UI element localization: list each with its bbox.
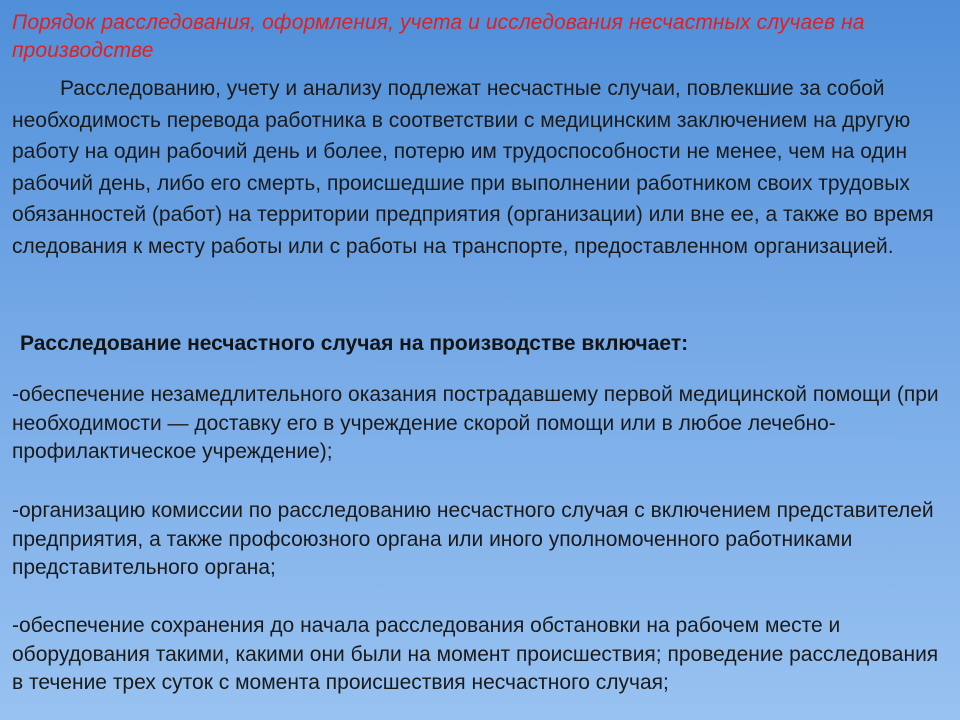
intro-paragraph: Расследованию, учету и анализу подлежат несчастные случаи, повлекшие за собой необходимость перевода работника в соответствии с медицинским заключением на другую работу на один рабочий день и более, потерю им трудоспособности не менее, чем на один рабочий день, либо его смерть, происшедшие при выполнении работником своих трудовых обязанностей (работ) на территории предприятия (организации) или вне ее, а также во время следования к месту работы или с работы на транспорте, предоставленном организацией. <box>12 77 934 258</box>
list-item-commission: -организацию комиссии по расследованию несчастного случая с включением представителей предприятия, а также профсоюзного органа или иного уполномоченного работниками представительного органа; <box>12 499 934 579</box>
section-heading: Расследование несчастного случая на производстве включает: <box>20 332 689 355</box>
list-item-first-aid: -обеспечение незамедлительного оказания пострадавшему первой медицинской помощи (при необходимости — доставку его в учреждение скорой помощи или в любое лечебно-профилактическое учреждение); <box>12 383 939 463</box>
list-item-preserve-scene: -обеспечение сохранения до начала расследования обстановки на рабочем месте и оборудования такими, какими они были на момент происшествия; проведение расследования в течение трех суток с момента происшествия несчастного случая; <box>12 614 939 694</box>
slide-title: Порядок расследования, оформления, учета и исследования несчастных случаев на производстве <box>12 11 865 62</box>
